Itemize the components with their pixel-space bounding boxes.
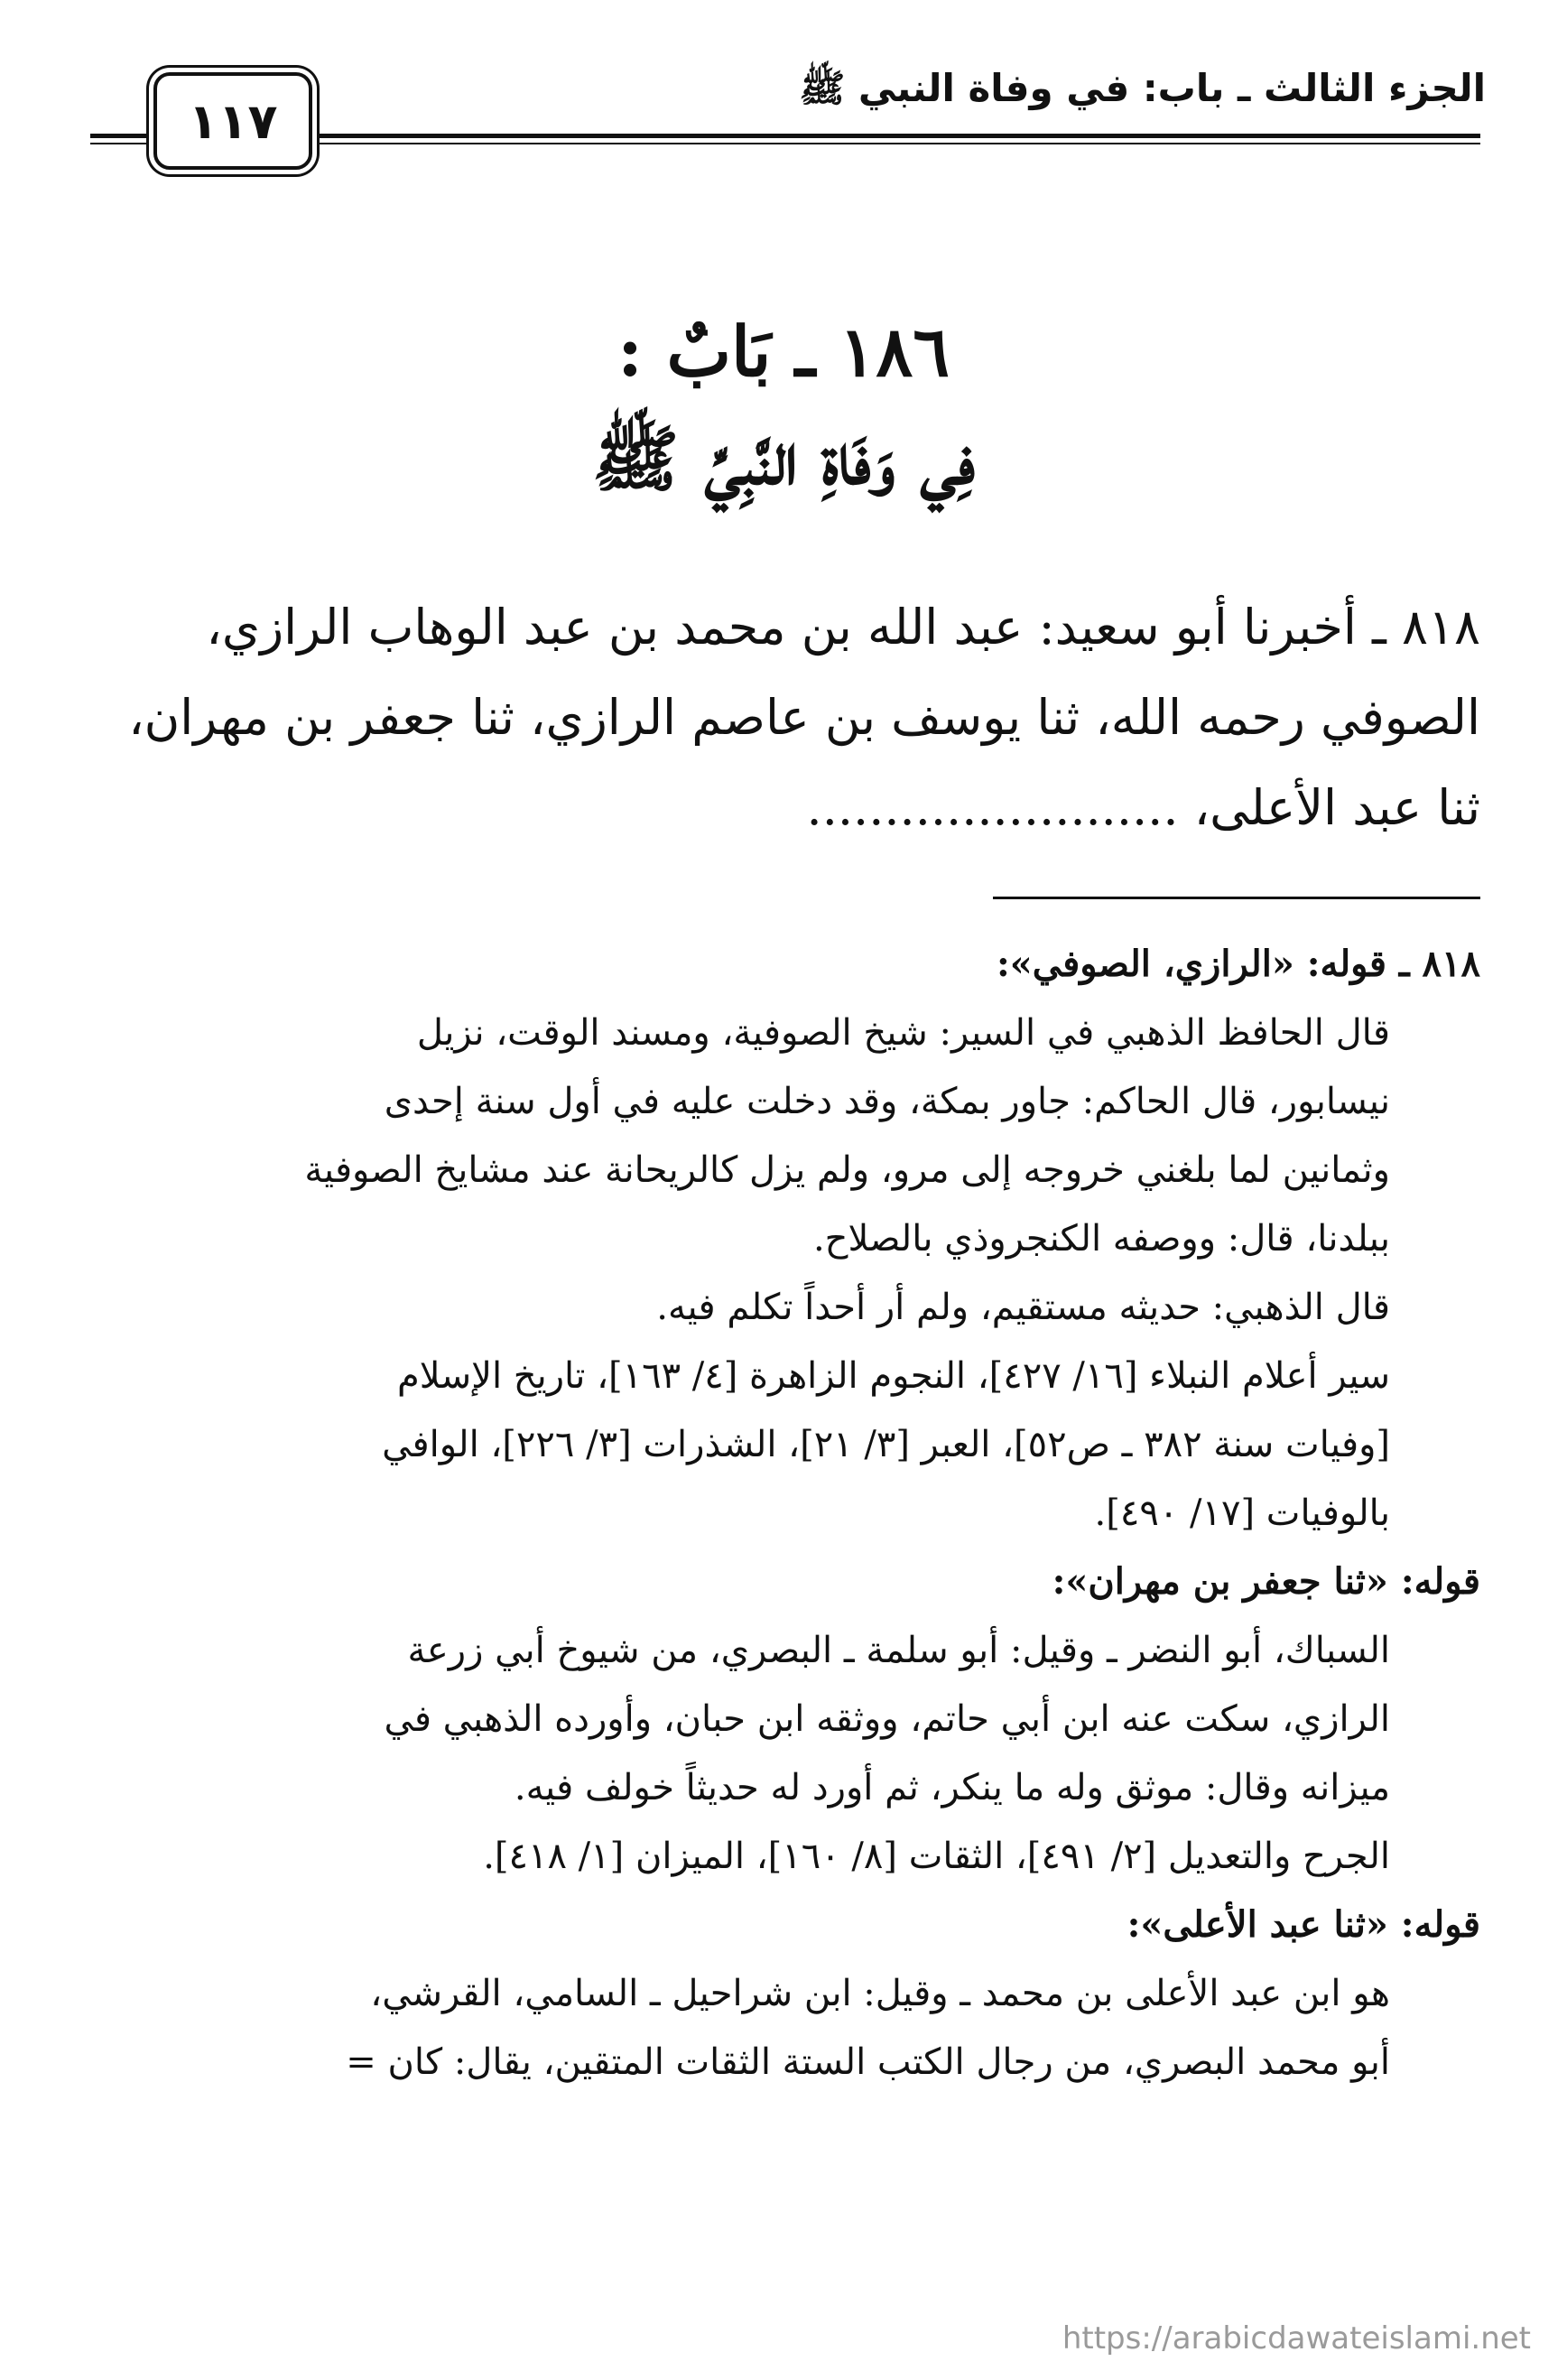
commentary-line: وثمانين لما بلغني خروجه إلى مرو، ولم يزل كالريحانة عند مشايخ الصوفية bbox=[304, 1149, 1390, 1191]
commentary-line: قال الذهبي: حديثه مستقيم، ولم أر أحداً تكلم فيه. bbox=[656, 1287, 1390, 1328]
hadith-line: الصوفي رحمه الله، ثنا يوسف بن عاصم الرازي، ثنا جعفر بن مهران، bbox=[128, 689, 1480, 746]
chapter-number: ١٨٦ ـ بَابٌ : bbox=[617, 311, 950, 392]
commentary-line: قال الحافظ الذهبي في السير: شيخ الصوفية، ومسند الوقت، نزيل bbox=[416, 1012, 1390, 1054]
commentary-heading: ٨١٨ ـ قوله: «الرازي، الصوفي»: bbox=[997, 943, 1480, 985]
commentary-line: ميزانه وقال: موثق وله ما ينكر، ثم أورد له حديثاً خولف فيه. bbox=[514, 1767, 1390, 1808]
chapter-title: فِي وَفَاةِ النَّبِيِّ ﷺ bbox=[591, 416, 976, 501]
commentary-line: السباك، أبو النضر ـ وقيل: أبو سلمة ـ البصري، من شيوخ أبي زرعة bbox=[407, 1630, 1390, 1671]
commentary-line: بالوفيات [١٧/ ٤٩٠]. bbox=[1094, 1492, 1390, 1534]
commentary-body bbox=[90, 999, 1480, 1548]
commentary-line: الجرح والتعديل [٢/ ٤٩١]، الثقات [٨/ ١٦٠]، الميزان [١/ ٤١٨]. bbox=[483, 1836, 1390, 1877]
commentary-line: ببلدنا، قال: ووصفه الكنجروذي بالصلاح. bbox=[812, 1218, 1390, 1260]
page-number-box bbox=[153, 72, 312, 170]
hadith-text bbox=[90, 582, 1480, 853]
commentary-line: الرازي، سكت عنه ابن أبي حاتم، ووثقه ابن حبان، وأورده الذهبي في bbox=[384, 1698, 1390, 1740]
commentary-entry bbox=[90, 1548, 1480, 1891]
commentary-line: نيسابور، قال الحاكم: جاور بمكة، وقد دخلت عليه في أول سنة إحدى bbox=[384, 1081, 1390, 1122]
commentary-line: سير أعلام النبلاء [١٦/ ٤٢٧]، النجوم الزاهرة [٤/ ١٦٣]، تاريخ الإسلام bbox=[396, 1355, 1390, 1397]
hadith-ellipsis: ........................ bbox=[806, 779, 1179, 836]
commentary-line: هو ابن عبد الأعلى بن محمد ـ وقيل: ابن شراحيل ـ السامي، القرشي، bbox=[370, 1973, 1390, 2014]
footnote-separator bbox=[993, 897, 1480, 899]
commentary-heading: قوله: «ثنا عبد الأعلى»: bbox=[1127, 1903, 1480, 1946]
commentary-body bbox=[90, 1616, 1480, 1891]
commentary-line: أبو محمد البصري، من رجال الكتب الستة الثقات المتقين، يقال: كان = bbox=[346, 2041, 1390, 2083]
commentary-body bbox=[90, 1959, 1480, 2096]
page-number: ١١٧ bbox=[188, 92, 278, 150]
watermark-url: https://arabicdawateislami.net bbox=[1062, 2320, 1531, 2357]
commentary-entry bbox=[90, 930, 1480, 1548]
commentary-heading: قوله: «ثنا جعفر بن مهران»: bbox=[1052, 1560, 1480, 1603]
commentary-line: [وفيات سنة ٣٨٢ ـ ص٥٢]، العبر [٣/ ٢١]، الشذرات [٣/ ٢٢٦]، الوافي bbox=[382, 1424, 1390, 1465]
commentary bbox=[90, 930, 1480, 2096]
hadith-line bbox=[90, 763, 1480, 853]
hadith-line: ٨١٨ ـ أخبرنا أبو سعيد: عبد الله بن محمد بن عبد الوهاب الرازي، bbox=[206, 599, 1480, 655]
running-head: الجزء الثالث ـ باب: في وفاة النبي ﷺ bbox=[799, 66, 1486, 110]
commentary-entry bbox=[90, 1891, 1480, 2096]
hadith-line-text: ثنا عبد الأعلى، bbox=[1193, 779, 1480, 836]
